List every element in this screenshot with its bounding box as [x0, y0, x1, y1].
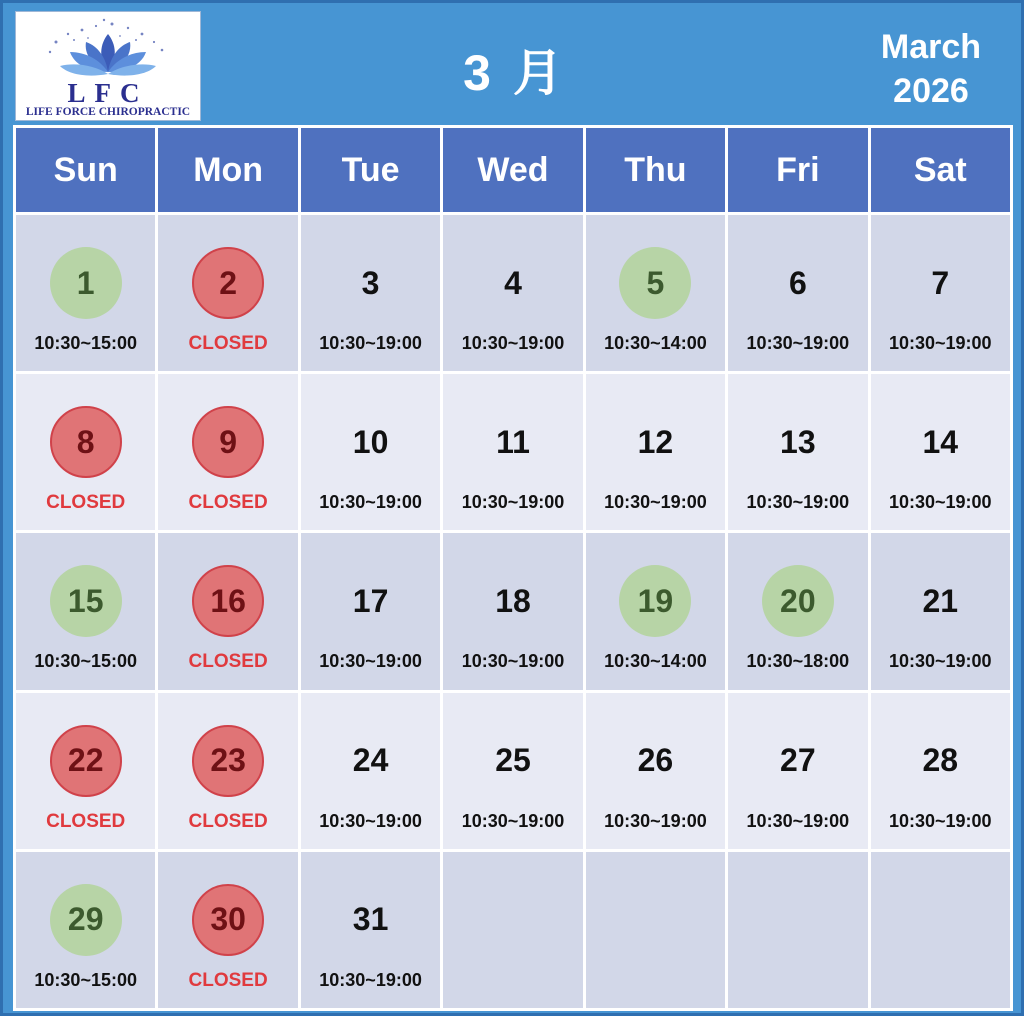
closed-label: CLOSED	[188, 810, 268, 832]
opening-hours: 10:30~18:00	[746, 651, 850, 672]
day-number: 7	[931, 264, 950, 301]
day-number: 15	[50, 565, 122, 637]
day-number: 20	[762, 565, 834, 637]
logo-letters: LFC	[67, 78, 149, 108]
closed-label: CLOSED	[188, 651, 268, 673]
day-cell	[443, 215, 582, 371]
day-number: 23	[192, 725, 264, 797]
day-number: 27	[780, 742, 816, 779]
closed-label: CLOSED	[188, 969, 268, 991]
day-number: 25	[495, 742, 531, 779]
opening-hours: 10:30~19:00	[888, 651, 992, 672]
day-number: 21	[922, 582, 959, 619]
day-number: 10	[352, 423, 389, 460]
month-title: 3 月	[463, 45, 567, 101]
day-number: 18	[495, 582, 531, 619]
day-number: 19	[619, 565, 691, 637]
day-number: 11	[496, 423, 530, 460]
weekday-header: Fri	[728, 128, 867, 212]
closed-label: CLOSED	[46, 810, 126, 832]
opening-hours: 10:30~19:00	[319, 969, 422, 990]
empty-cell	[871, 852, 1010, 1008]
day-number: 14	[922, 423, 959, 460]
day-number: 9	[192, 406, 264, 478]
opening-hours: 10:30~19:00	[746, 492, 850, 513]
day-cell	[728, 533, 867, 689]
day-cell	[158, 533, 297, 689]
empty-cell	[586, 852, 725, 1008]
day-cell	[301, 374, 440, 530]
opening-hours: 10:30~19:00	[461, 651, 565, 672]
day-cell	[158, 693, 297, 849]
opening-hours: 10:30~19:00	[746, 810, 850, 831]
day-cell	[443, 374, 582, 530]
opening-hours: 10:30~14:00	[604, 333, 707, 353]
opening-hours: 10:30~19:00	[461, 333, 565, 353]
day-number: 1	[50, 247, 122, 319]
opening-hours: 10:30~19:00	[319, 810, 422, 831]
day-cell	[16, 693, 155, 849]
day-number: 30	[192, 884, 264, 956]
opening-hours: 10:30~15:00	[34, 969, 137, 990]
day-number: 17	[352, 582, 389, 619]
day-number: 16	[192, 565, 264, 637]
day-number: 24	[352, 742, 389, 779]
opening-hours: 10:30~19:00	[888, 492, 992, 513]
opening-hours: 10:30~19:00	[746, 333, 850, 353]
day-cell	[16, 215, 155, 371]
opening-hours: 10:30~19:00	[888, 333, 992, 353]
day-cell	[871, 374, 1010, 530]
day-cell	[586, 533, 725, 689]
opening-hours: 10:30~15:00	[34, 333, 137, 353]
month-year-label	[861, 25, 1001, 113]
weekday-header: Thu	[586, 128, 725, 212]
clinic-logo	[15, 11, 201, 121]
closed-label: CLOSED	[188, 333, 268, 354]
day-cell	[301, 533, 440, 689]
day-cell	[728, 374, 867, 530]
day-number: 31	[352, 901, 389, 938]
closed-label: CLOSED	[46, 492, 126, 514]
day-number: 5	[619, 247, 691, 319]
year: 2026	[893, 72, 969, 110]
weekday-header: Tue	[301, 128, 440, 212]
day-cell	[301, 215, 440, 371]
opening-hours: 10:30~19:00	[319, 651, 422, 672]
day-number: 13	[780, 423, 816, 460]
day-cell	[586, 215, 725, 371]
day-number: 6	[788, 264, 807, 301]
weekday-header: Sun	[16, 128, 155, 212]
day-number: 12	[637, 423, 674, 460]
calendar-grid	[13, 125, 1013, 1011]
day-cell	[586, 693, 725, 849]
opening-hours: 10:30~14:00	[604, 651, 707, 672]
day-cell	[871, 215, 1010, 371]
day-cell	[871, 693, 1010, 849]
day-cell	[443, 693, 582, 849]
month-name: March	[880, 28, 982, 66]
day-cell	[301, 693, 440, 849]
day-cell	[16, 374, 155, 530]
empty-cell	[728, 852, 867, 1008]
logo-clinic-name: LIFE FORCE CHIROPRACTIC	[25, 106, 191, 118]
day-cell	[443, 533, 582, 689]
opening-hours: 10:30~15:00	[34, 651, 137, 672]
opening-hours: 10:30~19:00	[461, 810, 565, 831]
opening-hours: 10:30~19:00	[604, 492, 707, 513]
day-cell	[728, 215, 867, 371]
day-cell	[16, 852, 155, 1008]
day-cell	[586, 374, 725, 530]
weekday-header: Mon	[158, 128, 297, 212]
day-cell	[158, 215, 297, 371]
day-number: 26	[637, 742, 674, 779]
day-number: 8	[50, 406, 122, 478]
opening-hours: 10:30~19:00	[604, 810, 707, 831]
day-cell	[871, 533, 1010, 689]
day-number: 22	[50, 725, 122, 797]
day-number: 2	[192, 247, 264, 319]
opening-hours: 10:30~19:00	[888, 810, 992, 831]
weekday-header: Sat	[871, 128, 1010, 212]
day-cell	[158, 852, 297, 1008]
day-cell	[301, 852, 440, 1008]
day-cell	[158, 374, 297, 530]
opening-hours: 10:30~19:00	[319, 492, 422, 513]
closed-label: CLOSED	[188, 492, 268, 514]
day-number: 29	[50, 884, 122, 956]
day-number: 28	[922, 742, 959, 779]
day-number: 3	[361, 264, 380, 301]
day-cell	[16, 533, 155, 689]
day-number: 4	[504, 264, 522, 301]
opening-hours: 10:30~19:00	[461, 492, 565, 513]
empty-cell	[443, 852, 582, 1008]
opening-hours: 10:30~19:00	[319, 333, 422, 353]
weekday-header: Wed	[443, 128, 582, 212]
day-cell	[728, 693, 867, 849]
